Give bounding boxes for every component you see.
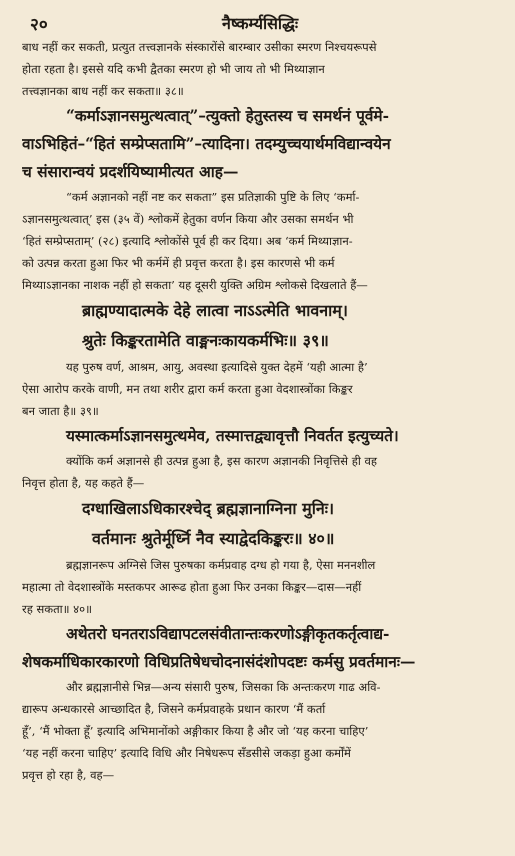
commentary-line: वाऽभिहितं–“हितं सम्प्रेप्सतामि”–त्यादिना। तदम्युच्चयार्थमविद्यान्वयेन — [22, 135, 391, 153]
translation-line: प्रवृत्त हो रहा है, वह— — [22, 768, 115, 782]
verse-line: ब्राह्मण्यादात्मके देहे लात्वा नाऽऽत्मेति भावनाम्। — [82, 301, 348, 320]
translation-line: हूँ’, ‘मैं भोक्ता हूँ’ इत्यादि अभिमानोंको अङ्गीकार किया है और जो ‘यह करना चाहिए’ — [22, 724, 369, 738]
body-text — [22, 36, 503, 786]
translation-line: मिथ्याऽज्ञानका नाशक नहीं हो सकता’ यह दूसरी युक्ति अग्रिम श्लोकसे दिखलाते हैं— — [22, 278, 368, 292]
verse-line: दग्धाखिलाऽधिकारश्चेद् ब्रह्मज्ञानाग्निना मुनिः। — [82, 499, 335, 518]
translation-line: ब्रह्मज्ञानरूप अग्निसे जिस पुरुषका कर्मप्रवाह दग्ध हो गया है, ऐसा मननशील — [66, 558, 376, 572]
translation-line: ऽज्ञानसमुत्थत्वात्’ इस (३५ वें) श्लोकमें हेतुका वर्णन किया और उसका समर्थन भी — [22, 212, 354, 226]
translation-line: तत्त्वज्ञानका बाध नहीं कर सकता॥ ३८॥ — [22, 84, 184, 98]
commentary-line: शेषकर्माधिकारकारणो विधिप्रतिषेधचोदनासंदंशोपदष्टः कर्मसु प्रवर्तमानः— — [22, 653, 416, 671]
commentary-line: यस्मात्कर्माऽज्ञानसमुत्थमेव, तस्मात्तद्व्यावृत्तौ निवर्तत इत्युच्यते। — [66, 427, 399, 445]
verse-line: वर्तमानः श्रुतेर्मूर्ध्नि नैव स्याद्वेदकिङ्करः॥ ४०॥ — [92, 529, 335, 548]
running-title: नैष्कर्म्यसिद्धिः — [222, 14, 299, 33]
translation-line: रह सकता॥ ४०॥ — [22, 602, 92, 616]
translation-line: होता रहता है। इससे यदि कभी द्वैतका स्मरण हो भी जाय तो भी मिथ्याज्ञान — [22, 62, 325, 76]
translation-line: ऐसा आरोप करके वाणी, मन तथा शरीर द्वारा कर्म करता हुआ वेदशास्त्रोंका किङ्कर — [22, 382, 353, 396]
translation-line: बन जाता है॥ ३९॥ — [22, 404, 99, 418]
commentary-line: च संसारान्वयं प्रदर्शयिष्यामीत्यत आह— — [22, 163, 239, 181]
translation-line: और ब्रह्मज्ञानीसे भिन्न—अन्य संसारी पुरुष, जिसका कि अन्तःकरण गाढ अवि- — [66, 680, 381, 694]
page-number: २० — [30, 15, 48, 35]
commentary-line: “कर्माऽज्ञानसमुत्थत्वात्”–त्युक्तो हेतुस्तस्य च समर्थनं पूर्वमे- — [66, 107, 389, 125]
translation-line: ‘हितं सम्प्रेप्सताम्’ (२८) इत्यादि श्लोकोंसे पूर्व ही कर दिया। अब ‘कर्म मिथ्याज्ञान- — [22, 234, 353, 248]
translation-line: यह पुरुष वर्ण, आश्रम, आयु, अवस्था इत्यादिसे युक्त देहमें ‘यही आत्मा है’ — [66, 360, 368, 374]
verse-line: श्रुतेः किङ्करतामेति वाङ्मनःकायकर्मभिः॥ ३९॥ — [82, 331, 329, 350]
commentary-line: अथेतरो घनतराऽविद्यापटलसंवीतान्तःकरणोऽङ्गीकृतकर्तृत्वाद्य- — [66, 625, 390, 643]
page-header — [22, 6, 503, 36]
translation-line: निवृत्त होता है, यह कहते हैं— — [22, 476, 145, 490]
translation-line: महात्मा तो वेदशास्त्रोंके मस्तकपर आरूढ होता हुआ फिर उनका किङ्कर—दास—नहीं — [22, 580, 362, 594]
translation-line: द्यारूप अन्धकारसे आच्छादित है, जिसने कर्मप्रवाहके प्रधान कारण ‘मैं कर्ता — [22, 702, 326, 716]
translation-line: “कर्म अज्ञानको नहीं नष्ट कर सकता” इस प्रतिज्ञाकी पुष्टि के लिए ‘कर्मा- — [66, 190, 360, 204]
translation-line: क्योंकि कर्म अज्ञानसे ही उत्पन्न हुआ है, इस कारण अज्ञानकी निवृत्तिसे ही वह — [66, 454, 377, 468]
translation-line: को उत्पन्न करता हुआ फिर भी कर्ममें ही प्रवृत्त करता है। इस कारणसे भी कर्म — [22, 256, 335, 270]
translation-line: ‘यह नहीं करना चाहिए’ इत्यादि विधि और निषेधरूप सँडसीसे जकड़ा हुआ कर्मोंमें — [22, 746, 351, 760]
translation-line: बाध नहीं कर सकती, प्रत्युत तत्त्वज्ञानके संस्कारोंसे बारम्बार उसीका स्मरण निश्चयरूपसे — [22, 40, 377, 54]
